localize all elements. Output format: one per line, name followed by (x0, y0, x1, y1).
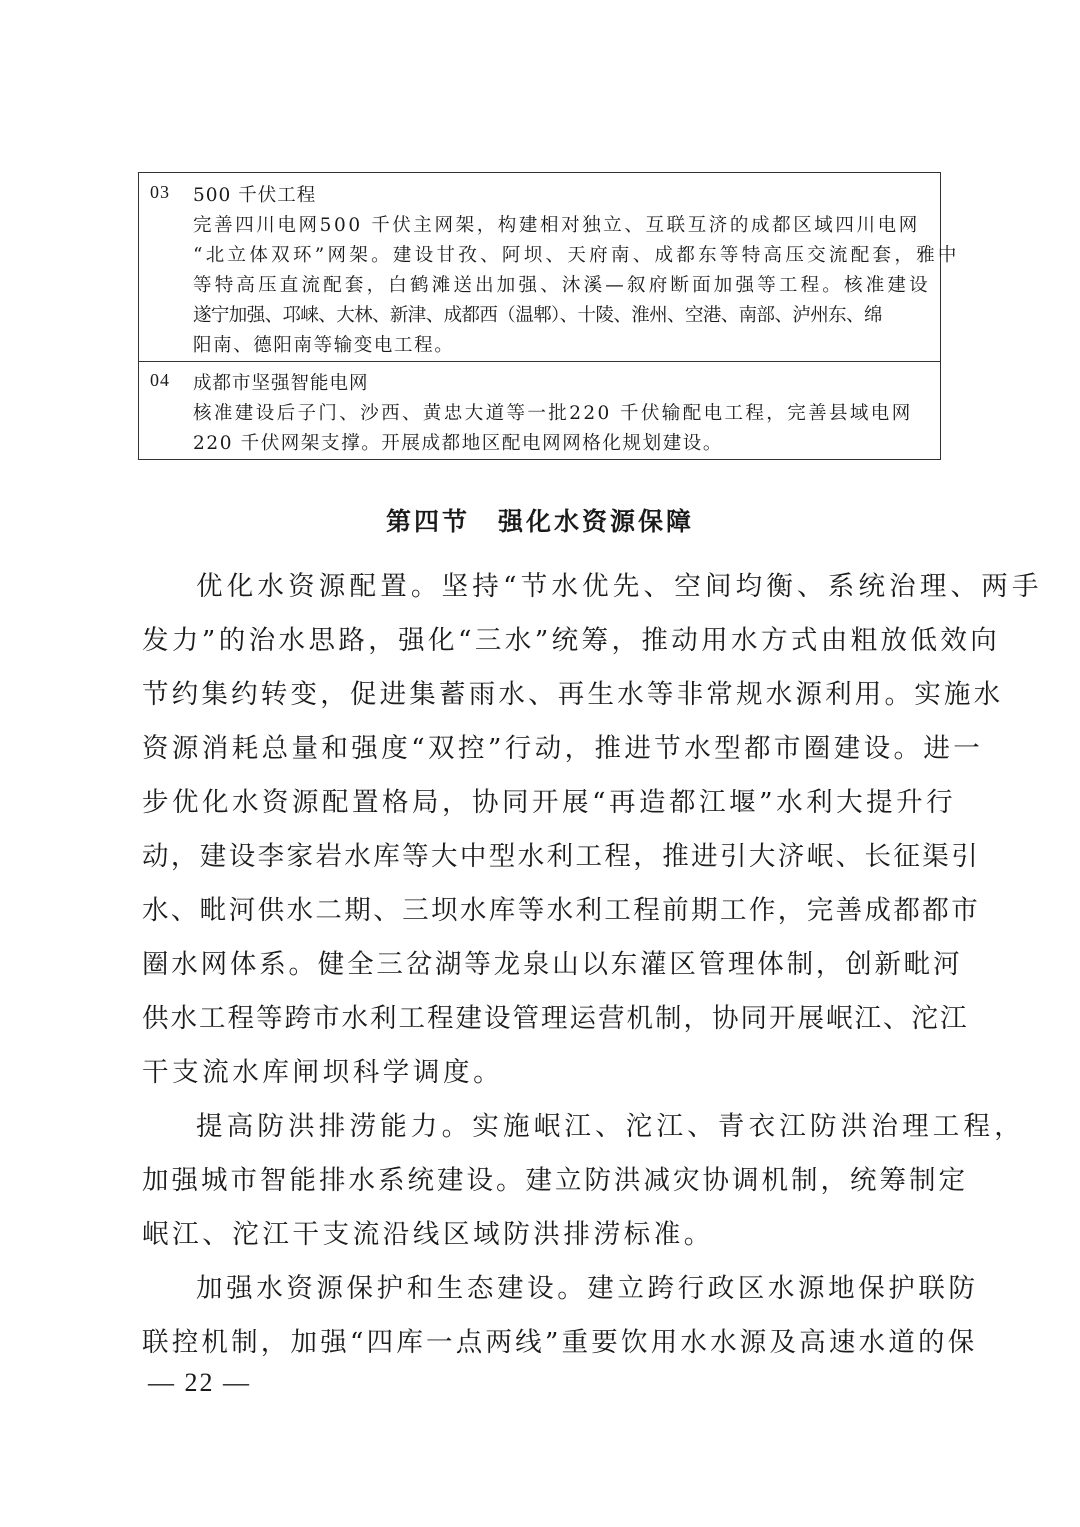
paragraph-line: 供水工程等跨市水利工程建设管理运营机制，协同开展岷江、沱江 (142, 1003, 969, 1034)
paragraph-line: 干支流水库闸坝科学调度。 (142, 1057, 504, 1088)
paragraph-line: 提高防洪排涝能力。实施岷江、沱江、青衣江防洪治理工程， (196, 1111, 1025, 1142)
row-text-line: 等特高压直流配套，白鹤滩送出加强、沐溪—叙府断面加强等工程。核准建设 (193, 275, 931, 296)
paragraph-line: 加强水资源保护和生态建设。建立跨行政区水源地保护联防 (196, 1273, 979, 1304)
paragraph-line: 资源消耗总量和强度“双控”行动，推进节水型都市圈建设。进一 (142, 733, 984, 764)
row-text-line: 核准建设后子门、沙西、黄忠大道等一批220 千伏输配电工程，完善县域电网 (193, 403, 913, 424)
row-content (193, 369, 935, 459)
row-title: 成都市坚强智能电网 (193, 373, 369, 394)
row-content (193, 181, 960, 361)
paragraph-line: 圈水网体系。健全三岔湖等龙泉山以东灌区管理体制，创新毗河 (142, 949, 963, 980)
row-text-line: 遂宁加强、邛崃、大林、新津、成都西（温郫）、十陵、淮州、空港、南部、泸州东、绵 (193, 305, 882, 326)
section-label: 第四节 (385, 507, 470, 536)
row-text-line: 220 千伏网架支撑。开展成都地区配电网网格化规划建设。 (193, 433, 723, 454)
paragraph-line: 加强城市智能排水系统建设。建立防洪减灾协调机制，统筹制定 (142, 1165, 968, 1196)
paragraph-line: 节约集约转变，促进集蓄雨水、再生水等非常规水源利用。实施水 (142, 679, 1004, 710)
paragraph-line: 动，建设李家岩水库等大中型水利工程，推进引大济岷、长征渠引 (142, 841, 981, 872)
table-row (139, 173, 960, 362)
row-title: 500 千伏工程 (193, 185, 317, 206)
section-title: 强化水资源保障 (498, 507, 695, 536)
row-text-line: 阳南、德阳南等输变电工程。 (193, 335, 455, 356)
section-heading (0, 502, 1080, 538)
row-text-line: “北立体双环”网架。建设甘孜、阿坝、天府南、成都东等特高压交流配套，雅中 (193, 245, 960, 266)
row-text-line: 完善四川电网500 千伏主网架，构建相对独立、互联互济的成都区域四川电网 (193, 215, 920, 236)
project-table (138, 172, 960, 460)
paragraph-line: 岷江、沱江干支流沿线区域防洪排涝标准。 (142, 1219, 714, 1250)
paragraph-line: 水、毗河供水二期、三坝水库等水利工程前期工作，完善成都都市 (142, 895, 981, 926)
paragraph-line: 发力”的治水思路，强化“三水”统筹，推动用水方式由粗放低效向 (142, 625, 1001, 656)
table-row (139, 361, 940, 459)
row-number: 03 (150, 182, 170, 202)
paragraph-line: 步优化水资源配置格局，协同开展“再造都江堰”水利大提升行 (142, 787, 957, 818)
paragraph-line: 优化水资源配置。坚持“节水优先、空间均衡、系统治理、两手 (196, 571, 1043, 602)
paragraph-line: 联控机制，加强“四库一点两线”重要饮用水水源及高速水道的保 (142, 1327, 978, 1358)
body-text (142, 560, 1043, 1370)
row-number: 04 (150, 370, 170, 390)
page-number: — 22 — (148, 1368, 251, 1397)
